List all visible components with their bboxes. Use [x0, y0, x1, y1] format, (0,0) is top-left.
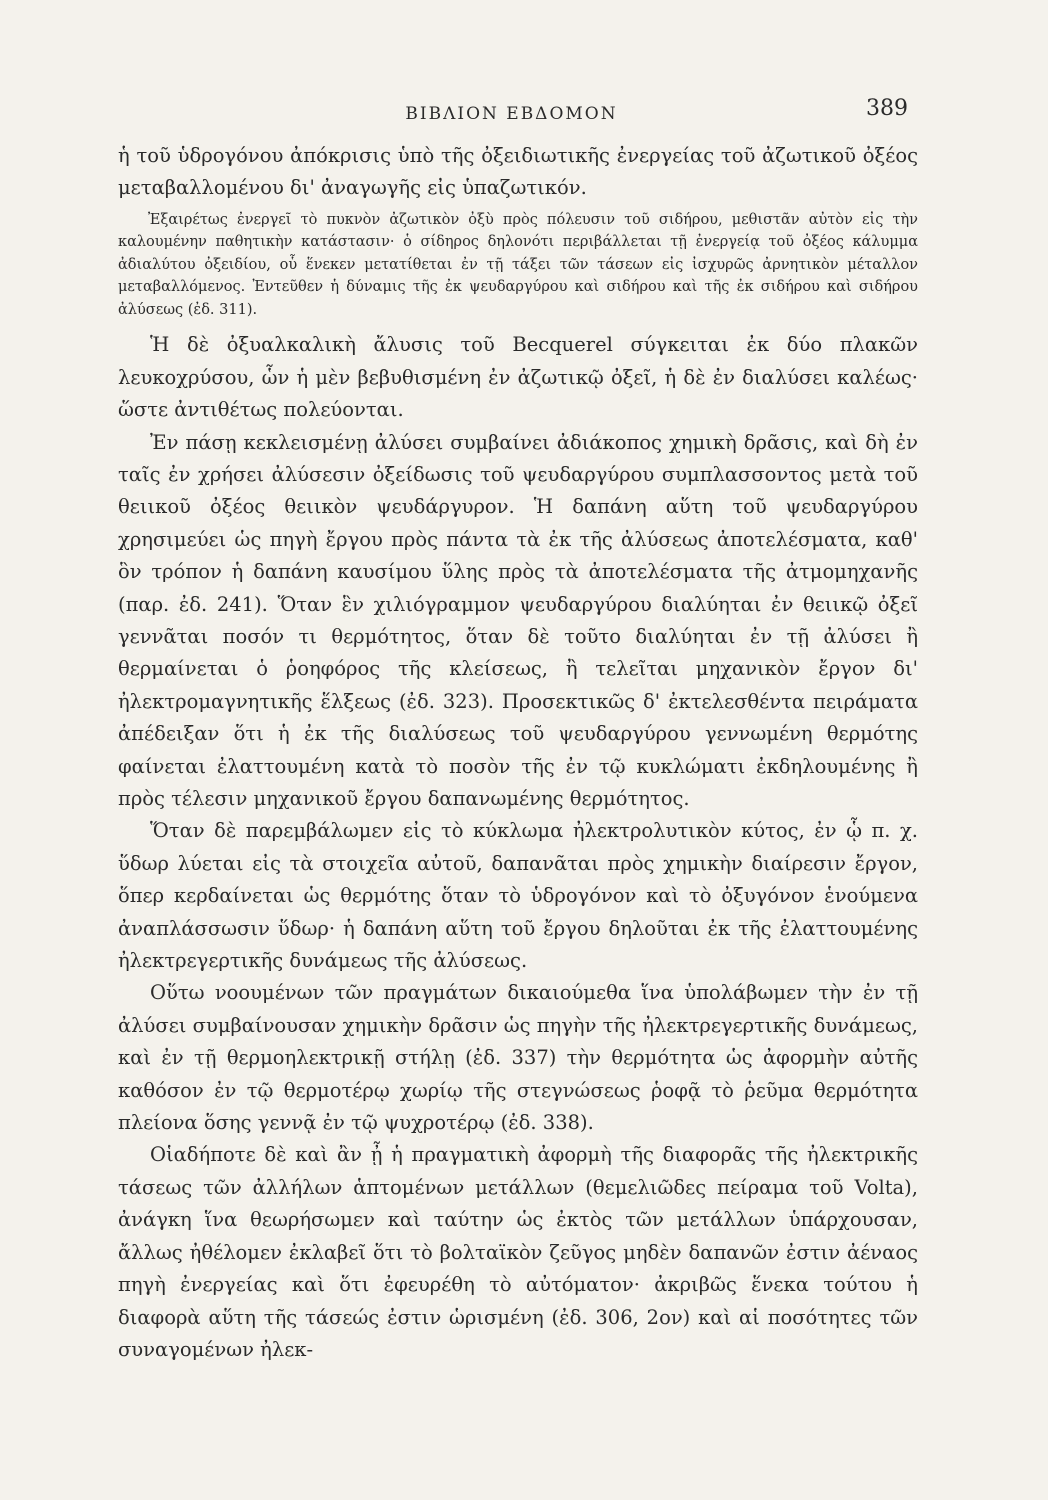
- paragraph-1: ἡ τοῦ ὑδρογόνου ἀπόκρισις ὑπὸ τῆς ὀξειδιωτικῆς ἐνεργείας τοῦ ἀζωτικοῦ ὀξέος μεταβαλλομένου δι' ἀναγωγῆς εἰς ὑπαζωτικόν.: [118, 144, 918, 200]
- page-header: [125, 96, 908, 130]
- paragraph-3: Ἐν πάσῃ κεκλεισμένῃ ἀλύσει συμβαίνει ἀδιάκοπος χημικὴ δρᾶσις, καὶ δὴ ἐν ταῖς ἐν χρήσει ἀλύσεσιν ὀξείδωσις τοῦ ψευδαργύρου συμπλασσοντος μετὰ τοῦ θειικοῦ ὀξέος θειικὸν ψευδάργυρον. Ἡ δαπάνη αὕτη τοῦ ψευδαργύρου χρησιμεύει ὡς πηγὴ ἔργου πρὸς πάντα τὰ ἐκ τῆς ἀλύσεως ἀποτελέσματα, καθ' ὃν τρόπον ἡ δαπάνη καυσίμου ὕλης πρὸς τὰ ἀποτελέσματα τῆς ἀτμομηχανῆς (παρ. ἐδ. 241). Ὅταν ἓν χιλιόγραμμον ψευδαργύρου διαλύηται ἐν θειικῷ ὀξεῖ γεννᾶται ποσόν τι θερμότητος, ὅταν δὲ τοῦτο διαλύηται ἐν τῇ ἀλύσει ἢ θερμαίνεται ὁ ῥοηφόρος τῆς κλείσεως, ἢ τελεῖται μηχανικὸν ἔργον δι' ἠλεκτρομαγνητικῆς ἕλξεως (ἐδ. 323). Προσεκτικῶς δ' ἐκτελεσθέντα πειράματα ἀπέδειξαν ὅτι ἡ ἐκ τῆς διαλύσεως τοῦ ψευδαργύρου γεννωμένη θερμότης φαίνεται ἐλαττουμένη κατὰ τὸ ποσὸν τῆς ἐν τῷ κυκλώματι ἐκδηλουμένης ἢ πρὸς τέλεσιν μηχανικοῦ ἔργου δαπανωμένης θερμότητος.: [118, 430, 918, 810]
- running-title: ΒΙΒΛΙΟΝ ΕΒΔΟΜΟΝ: [405, 104, 618, 124]
- paragraph-4: Ὅταν δὲ παρεμβάλωμεν εἰς τὸ κύκλωμα ἠλεκτρολυτικὸν κύτος, ἐν ᾧ π. χ. ὕδωρ λύεται εἰς τὰ στοιχεῖα αὐτοῦ, δαπανᾶται πρὸς χημικὴν διαίρεσιν ἔργον, ὅπερ κερδαίνεται ὡς θερμότης ὅταν τὸ ὑδρογόνον καὶ τὸ ὀξυγόνον ἑνούμενα ἀναπλάσσωσιν ὕδωρ· ἡ δαπάνη αὕτη τοῦ ἔργου δηλοῦται ἐκ τῆς ἐλαττουμένης ἠλεκτρεγερτικῆς δυνάμεως τῆς ἀλύσεως.: [118, 819, 918, 973]
- paragraph-5: Οὕτω νοουμένων τῶν πραγμάτων δικαιούμεθα ἵνα ὑπολάβωμεν τὴν ἐν τῇ ἀλύσει συμβαίνουσαν χημικὴν δρᾶσιν ὡς πηγὴν τῆς ἠλεκτρεγερτικῆς δυνάμεως, καὶ ἐν τῇ θερμοηλεκτρικῇ στήλῃ (ἐδ. 337) τὴν θερμότητα ὡς ἀφορμὴν αὐτῆς καθόσον ἐν τῷ θερμοτέρῳ χωρίῳ τῆς στεγνώσεως ῥοφᾷ τὸ ῥεῦμα θερμότητα πλείονα ὅσης γεννᾷ ἐν τῷ ψυχροτέρῳ (ἐδ. 338).: [118, 981, 918, 1135]
- paragraph-2: Ἡ δὲ ὀξυαλκαλικὴ ἄλυσις τοῦ Becquerel σύγκειται ἐκ δύο πλακῶν λευκοχρύσου, ὧν ἡ μὲν βεβυθισμένη ἐν ἀζωτικῷ ὀξεῖ, ἡ δὲ ἐν διαλύσει καλέως· ὥστε ἀντιθέτως πολεύονται.: [118, 333, 918, 422]
- footnote-small-print: Ἐξαιρέτως ἐνεργεῖ τὸ πυκνὸν ἀζωτικὸν ὀξὺ πρὸς πόλευσιν τοῦ σιδήρου, μεθιστᾶν αὐτὸν εἰς τὴν καλουμένην παθητικὴν κατάστασιν· ὁ σίδηρος δηλονότι περιβάλλεται τῇ ἐνεργείᾳ τοῦ ὀξέος κάλυμμα ἀδιαλύτου ὀξειδίου, οὗ ἕνεκεν μετατίθεται ἐν τῇ τάξει τῶν τάσεων εἰς ἰσχυρῶς ἀρνητικὸν μέταλλον μεταβαλλόμενος. Ἐντεῦθεν ἡ δύναμις τῆς ἐκ ψευδαργύρου καὶ σιδήρου καὶ τῆς ἐκ σιδήρου καὶ σιδήρου ἀλύσεως (ἐδ. 311).: [118, 211, 918, 318]
- paragraph-6: Οἱαδήποτε δὲ καὶ ἂν ᾖ ἡ πραγματικὴ ἀφορμὴ τῆς διαφορᾶς τῆς ἠλεκτρικῆς τάσεως τῶν ἀλλήλων ἁπτομένων μετάλλων (θεμελιῶδες πείραμα τοῦ Volta), ἀνάγκη ἵνα θεωρήσωμεν καὶ ταύτην ὡς ἐκτὸς τῶν μετάλλων ὑπάρχουσαν, ἄλλως ἠθέλομεν ἐκλαβεῖ ὅτι τὸ βολταϊκὸν ζεῦγος μηδὲν δαπανῶν ἐστιν ἀέναος πηγὴ ἐνεργείας καὶ ὅτι ἐφευρέθη τὸ αὐτόματον· ἀκριβῶς ἕνεκα τούτου ἡ διαφορὰ αὕτη τῆς τάσεώς ἐστιν ὡρισμένη (ἐδ. 306, 2ον) καὶ αἱ ποσότητες τῶν συναγομένων ἠλεκ-: [118, 1143, 918, 1361]
- page-number: 389: [866, 96, 908, 121]
- page-body: [118, 140, 918, 1366]
